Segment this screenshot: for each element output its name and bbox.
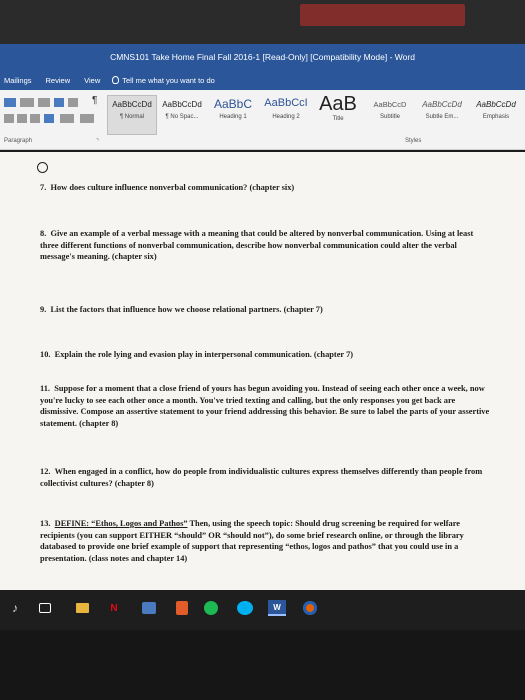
question-number: 13. [40,519,51,528]
window-title: CMNS101 Take Home Final Fall 2016-1 [Read-Only] [Compatibility Mode] - Word [110,52,415,62]
style-sample: AaB [319,93,357,115]
style-subtle-emphasis[interactable] [416,96,468,134]
style-title[interactable] [314,94,362,134]
question-text: When engaged in a conflict, how do people from individualistic cultures express themselves differently than people from collectivist cultures? (chapter 8) [40,467,483,488]
shading-icon[interactable] [60,114,74,123]
align-center-icon[interactable] [17,114,27,123]
tab-view[interactable]: View [84,75,101,85]
style-name: Heading 2 [272,114,300,120]
style-sample: AaBbCcDd [162,100,202,109]
tell-me-text: Tell me what you want to do [122,75,215,85]
borders-icon[interactable] [80,114,94,123]
numbering-icon[interactable] [20,98,34,107]
top-strip [0,0,525,44]
question-text: Give an example of a verbal message with a meaning that could be altered by nonverbal communication. Using at least three different functions of nonverbal communication, describe how nonverbal communication could alter the verbal message's meaning. (chapter six) [40,229,474,261]
question-number: 10. [40,350,51,359]
style-normal[interactable] [108,96,156,134]
question-11 [40,383,490,429]
question-text: Explain the role lying and evasion play in interpersonal communication. (chapter 7) [54,350,354,359]
question-7 [40,182,490,194]
lightbulb-icon [112,76,119,84]
question-13 [40,518,490,564]
sort-icon[interactable] [68,98,78,107]
style-name: Title [332,116,344,122]
style-name: ¶ No Spac... [165,114,199,120]
top-overlay-button[interactable] [300,4,465,26]
question-text: Suppose for a moment that a close friend of yours has begun avoiding you. Instead of seeing each other once a week, now you're lucky to see each other once a month. You've tried texting and calling, but the only responses you get back are dismissive. Compose an assertive statement to your friend addressing this behavior. Be sure to label the parts of your assertive statement. (chapter 8) [40,384,490,428]
tell-me-box[interactable] [112,76,215,85]
style-name: Heading 1 [219,114,247,120]
document-page[interactable] [0,152,525,590]
question-8 [40,228,490,263]
style-sample: AaBbC [213,97,253,111]
styles-group-label: Styles [405,138,422,144]
align-left-icon[interactable] [4,114,14,123]
style-name: Subtle Em... [425,114,459,120]
decrease-indent-icon[interactable] [54,98,64,107]
spotify-icon[interactable] [203,600,219,616]
desk-surface [0,630,525,700]
empty-circle-mark [37,162,48,173]
bullets-icon[interactable] [4,98,16,107]
paragraph-group-label: Paragraph [4,138,33,144]
file-explorer-icon[interactable] [75,600,89,616]
question-text: Then, using the speech topic: Should drug screening be required for welfare recipients (you can support EITHER “should” OR “should not”), do some brief research online, or through the library databased to provide one brief example of support that representing “ethos, logos and pathos” that you could use in a presentation. (class notes and chapter 14) [40,519,464,563]
microphone-icon[interactable]: ♪ [12,601,18,615]
tab-review[interactable]: Review [45,75,71,85]
style-sample: AaBbCcDd [112,100,152,109]
task-view-icon[interactable] [38,600,52,616]
style-sample: AaBbCcDd [422,100,462,109]
tab-mailings[interactable]: Mailings [4,75,32,85]
store-icon[interactable] [140,600,158,616]
window-title-bar [0,44,525,70]
style-name: Emphasis [482,114,510,120]
align-right-icon[interactable] [30,114,40,123]
paragraph-launcher-icon[interactable]: ⌝ [96,139,99,145]
style-emphasis[interactable] [470,96,522,134]
style-subtitle[interactable] [366,96,414,134]
ribbon-tabs [0,70,525,90]
style-heading-2[interactable] [260,96,312,134]
question-number: 11. [40,384,51,393]
netflix-icon[interactable]: N [110,602,118,614]
question-number: 9. [40,305,47,314]
line-spacing-icon[interactable] [44,114,54,123]
style-name: ¶ Normal [119,114,145,120]
style-sample: AaBbCcI [264,97,308,109]
question-9 [40,304,490,316]
office-icon[interactable] [175,600,189,616]
style-sample: AaBbCcDd [476,100,516,109]
style-heading-1[interactable] [208,96,258,134]
skype-icon[interactable] [236,600,254,616]
question-number: 8. [40,229,47,238]
ribbon-body [0,90,525,150]
question-text: List the factors that influence how we choose relational partners. (chapter 7) [50,305,323,314]
question-number: 7. [40,183,47,192]
firefox-icon[interactable] [302,600,318,616]
question-number: 12. [40,467,51,476]
question-12 [40,466,490,489]
style-sample: AaBbCcD [373,100,407,109]
show-formatting-icon[interactable]: ¶ [92,95,98,106]
question-text: How does culture influence nonverbal communication? (chapter six) [50,183,295,192]
question-10 [40,349,490,361]
question-definition-heading: DEFINE: “Ethos, Logos and Pathos” [54,519,188,528]
taskbar [0,590,525,630]
style-name: Subtitle [379,113,400,120]
word-icon[interactable]: W [268,600,286,616]
style-no-spacing[interactable] [158,96,206,134]
multilevel-list-icon[interactable] [38,98,50,107]
paragraph-tools [0,94,110,134]
